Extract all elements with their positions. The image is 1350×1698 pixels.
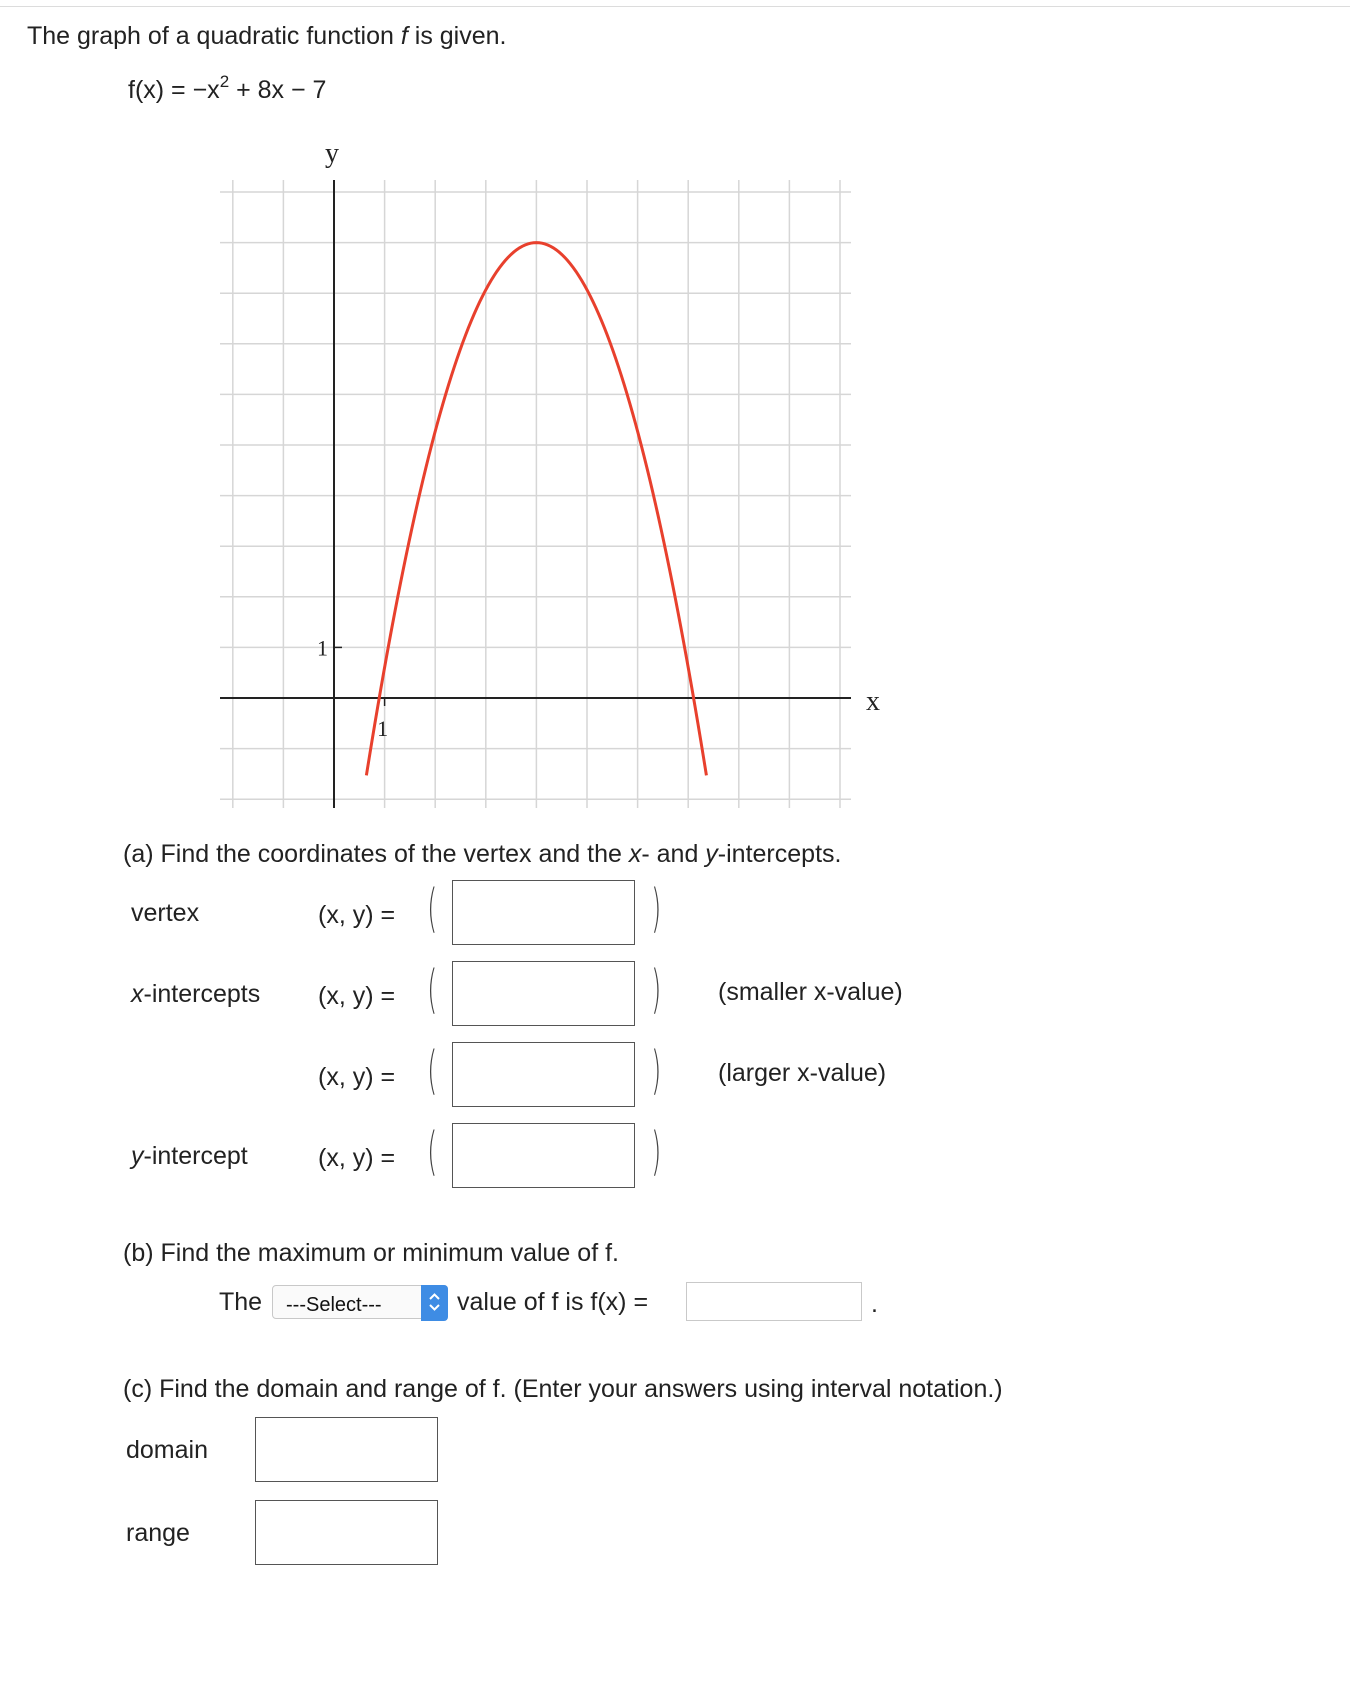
grid-lines (220, 180, 851, 808)
select-value: ---Select--- (286, 1294, 382, 1316)
x-intercept-smaller-input[interactable] (452, 961, 635, 1026)
x-intercepts-label: x-intercepts (131, 980, 261, 1008)
period: . (871, 1290, 878, 1318)
max-min-select[interactable] (272, 1285, 448, 1319)
left-paren: ( (427, 879, 438, 939)
range-input[interactable] (255, 1500, 438, 1565)
x-tick-label: 1 (377, 716, 389, 741)
function-formula: $f(x) = -x^2 + 8x - 7$ (128, 72, 327, 104)
x-axis-label: x (866, 686, 880, 717)
part-b-heading: (b) Find the maximum or minimum value of f. (123, 1239, 619, 1267)
vertex-input[interactable] (452, 880, 635, 945)
right-paren: ) (651, 960, 662, 1020)
domain-label: domain (126, 1436, 208, 1464)
larger-x-note: (larger x-value) (718, 1059, 887, 1087)
y-axis-label: y (325, 138, 339, 169)
y-tick-label: 1 (317, 635, 328, 661)
vertex-label: vertex (131, 899, 200, 927)
right-paren: ) (651, 1122, 662, 1182)
smaller-x-note: (smaller x-value) (718, 978, 903, 1006)
top-divider (0, 6, 1350, 7)
coord-label: (x, y) = (318, 901, 396, 929)
x-intercept-larger-input[interactable] (452, 1042, 635, 1107)
left-paren: ( (427, 1122, 438, 1182)
y-intercept-input[interactable] (452, 1123, 635, 1188)
range-label: range (126, 1519, 190, 1547)
part-a-heading: (a) Find the coordinates of the vertex and the x- and y-intercepts. (123, 840, 842, 868)
the-label: The (219, 1288, 263, 1316)
axes (220, 180, 851, 808)
right-paren: ) (651, 1041, 662, 1101)
extreme-value-input[interactable] (686, 1282, 862, 1321)
y-intercept-label: y-intercept (131, 1142, 248, 1170)
coord-label: (x, y) = (318, 982, 396, 1010)
value-of-f-label: value of f is f(x) = (457, 1288, 649, 1316)
quadratic-graph (0, 130, 900, 830)
select-arrows-icon (421, 1285, 448, 1321)
coord-label: (x, y) = (318, 1063, 396, 1091)
domain-input[interactable] (255, 1417, 438, 1482)
right-paren: ) (651, 879, 662, 939)
coord-label: (x, y) = (318, 1144, 396, 1172)
part-c-heading: (c) Find the domain and range of f. (Enter your answers using interval notation.) (123, 1375, 1003, 1403)
intro-text: The graph of a quadratic function f is given. (27, 22, 507, 50)
left-paren: ( (427, 960, 438, 1020)
left-paren: ( (427, 1041, 438, 1101)
